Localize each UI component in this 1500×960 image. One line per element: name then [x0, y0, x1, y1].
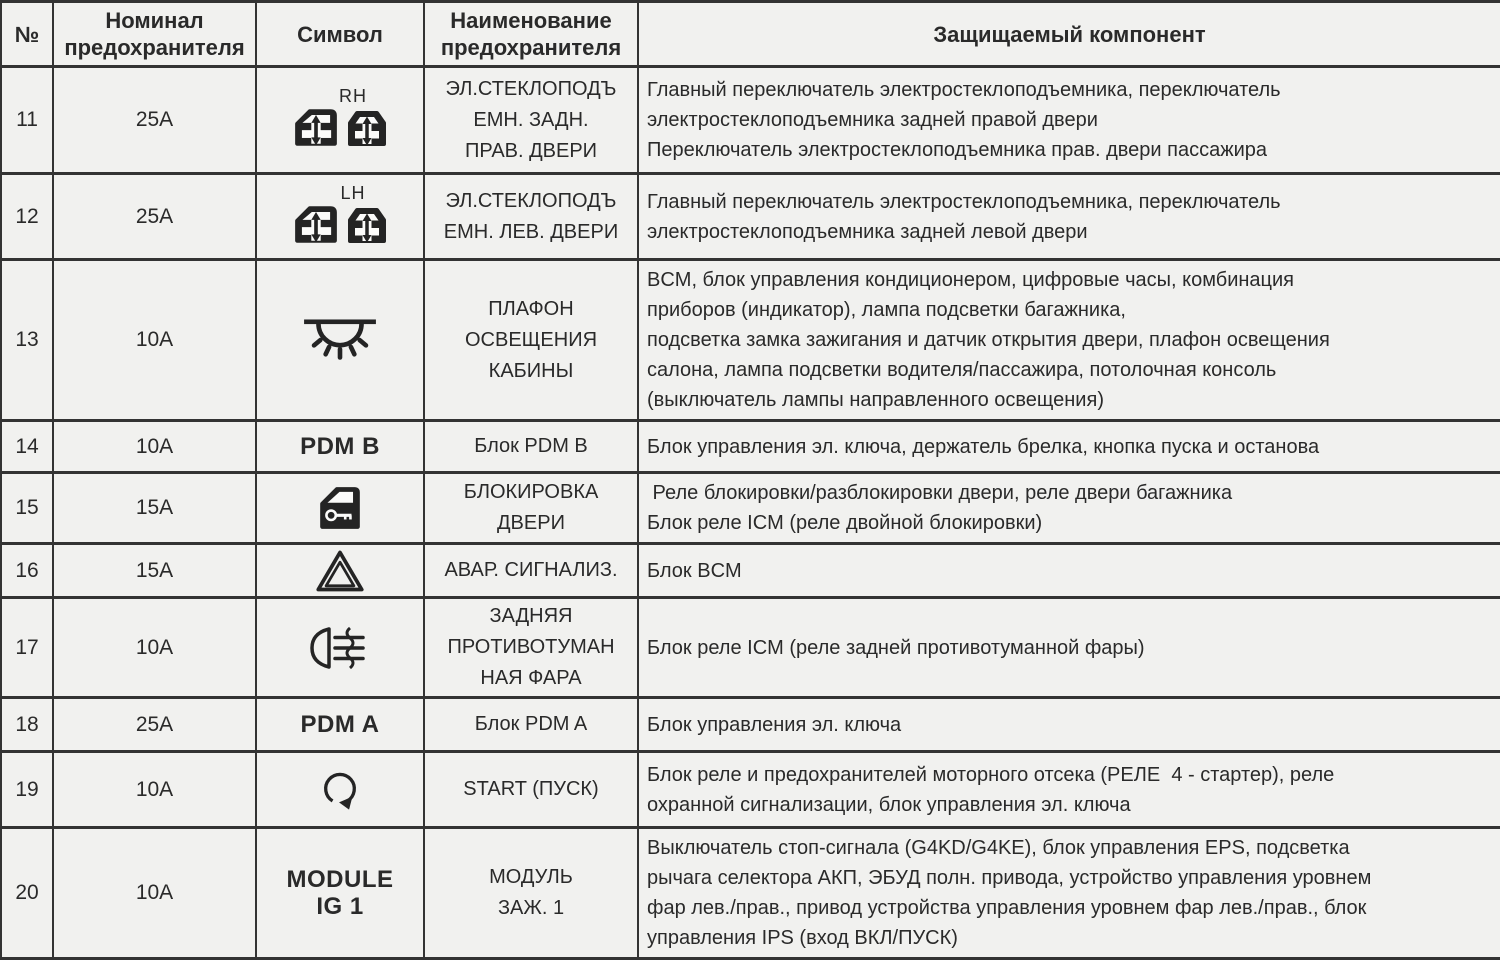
- front-door-window-icon: [292, 203, 340, 245]
- fuse-name: START (ПУСК): [424, 752, 638, 828]
- interior-dome-light-icon: [301, 316, 379, 364]
- fuse-rating: 10A: [53, 260, 256, 421]
- fuse-rating: 10A: [53, 421, 256, 473]
- header-name: Наименование предохранителя: [424, 2, 638, 67]
- fuse-symbol-cell: [256, 67, 424, 174]
- protected-component: Выключатель стоп-сигнала (G4KD/G4KE), блок управления EPS, подсветка рычага селектора АКП, ЭБУД полн. привода, устройство управления уровнем фар лев./прав., привод устройства управления уровнем фар лев./прав., блок управления IPS (вход ВКЛ/ПУСК): [638, 828, 1500, 959]
- header-symbol: Символ: [256, 2, 424, 67]
- table-row: [1, 752, 1500, 828]
- protected-component: Главный переключатель электростеклоподъемника, переключатель электростеклоподъемника задней правой двери Переключатель электростеклоподъемника прав. двери пассажира: [638, 67, 1500, 174]
- table-row: [1, 828, 1500, 959]
- door-lock-icon: [317, 484, 363, 532]
- rear-fog-lamp-icon: [309, 624, 371, 672]
- fuse-name: ЗАДНЯЯ ПРОТИВОТУМАН НАЯ ФАРА: [424, 598, 638, 698]
- fuse-symbol-cell: [256, 544, 424, 598]
- fuse-rating: 25A: [53, 698, 256, 752]
- protected-component: Блок реле и предохранителей моторного отсека (РЕЛЕ 4 - стартер), реле охранной сигнализации, блок управления эл. ключа: [638, 752, 1500, 828]
- hazard-warning-icon: [315, 548, 365, 594]
- symbol-text: PDM B: [300, 433, 380, 460]
- fuse-symbol-cell: [256, 421, 424, 473]
- symbol-text: MODULE: [286, 866, 394, 893]
- header-number: №: [1, 2, 53, 67]
- table-row: [1, 67, 1500, 174]
- fuse-name: ЭЛ.СТЕКЛОПОДЪ ЕМН. ЛЕВ. ДВЕРИ: [424, 174, 638, 260]
- table-row: [1, 473, 1500, 544]
- fuse-symbol-cell: [256, 174, 424, 260]
- protected-component: BCM, блок управления кондиционером, цифровые часы, комбинация приборов (индикатор), лампа подсветки багажника, подсветка замка зажигания и датчик открытия двери, плафон освещения салона, лампа подсветки водителя/пассажира, потолочная консоль (выключатель лампы направленного освещения): [638, 260, 1500, 421]
- fuse-rating: 25A: [53, 67, 256, 174]
- rear-door-window-icon: [345, 205, 389, 245]
- fuse-rating: 15A: [53, 544, 256, 598]
- protected-component: Главный переключатель электростеклоподъемника, переключатель электростеклоподъемника задней левой двери: [638, 174, 1500, 260]
- power-window-rear-right-symbol: [292, 87, 389, 148]
- table-row: [1, 544, 1500, 598]
- symbol-text: IG 1: [316, 893, 364, 920]
- fuse-number: 17: [1, 598, 53, 698]
- fuse-rating: 10A: [53, 828, 256, 959]
- fuse-rating: 25A: [53, 174, 256, 260]
- fuse-number: 20: [1, 828, 53, 959]
- fuse-rating: 10A: [53, 598, 256, 698]
- table-row: [1, 421, 1500, 473]
- fuse-number: 16: [1, 544, 53, 598]
- fuse-rating: 10A: [53, 752, 256, 828]
- fuse-name: БЛОКИРОВКА ДВЕРИ: [424, 473, 638, 544]
- fuse-name: АВАР. СИГНАЛИЗ.: [424, 544, 638, 598]
- fuse-number: 14: [1, 421, 53, 473]
- fuse-name: Блок PDM B: [424, 421, 638, 473]
- power-window-rear-left-symbol: [292, 184, 389, 245]
- protected-component: Реле блокировки/разблокировки двери, реле двери багажника Блок реле ICM (реле двойной блокировки): [638, 473, 1500, 544]
- table-row: [1, 260, 1500, 421]
- fuse-symbol-cell: [256, 752, 424, 828]
- fuse-name: МОДУЛЬ ЗАЖ. 1: [424, 828, 638, 959]
- fuse-number: 18: [1, 698, 53, 752]
- fuse-number: 13: [1, 260, 53, 421]
- symbol-side-label: LH: [340, 182, 366, 203]
- protected-component: Блок управления эл. ключа, держатель брелка, кнопка пуска и останова: [638, 421, 1500, 473]
- fuse-number: 15: [1, 473, 53, 544]
- fuse-name: ЭЛ.СТЕКЛОПОДЪ ЕМН. ЗАДН. ПРАВ. ДВЕРИ: [424, 67, 638, 174]
- table-header-row: [1, 2, 1500, 67]
- header-component: Защищаемый компонент: [638, 2, 1500, 67]
- fuse-number: 11: [1, 67, 53, 174]
- fuse-rating: 15A: [53, 473, 256, 544]
- fuse-number: 19: [1, 752, 53, 828]
- fuse-symbol-cell: [256, 260, 424, 421]
- fuse-name: Блок PDM A: [424, 698, 638, 752]
- fuse-name: ПЛАФОН ОСВЕЩЕНИЯ КАБИНЫ: [424, 260, 638, 421]
- rear-door-window-icon: [345, 108, 389, 148]
- header-rating: Номинал предохранителя: [53, 2, 256, 67]
- table-row: [1, 698, 1500, 752]
- fuse-symbol-cell: [256, 828, 424, 959]
- engine-start-icon: [319, 767, 361, 813]
- protected-component: Блок BCM: [638, 544, 1500, 598]
- table-row: [1, 598, 1500, 698]
- fuse-symbol-cell: [256, 698, 424, 752]
- table-row: [1, 174, 1500, 260]
- fuse-number: 12: [1, 174, 53, 260]
- front-door-window-icon: [292, 106, 340, 148]
- protected-component: Блок реле ICM (реле задней противотуманной фары): [638, 598, 1500, 698]
- symbol-side-label: RH: [339, 86, 367, 106]
- fuse-symbol-cell: [256, 473, 424, 544]
- fuse-symbol-cell: [256, 598, 424, 698]
- protected-component: Блок управления эл. ключа: [638, 698, 1500, 752]
- symbol-text: PDM A: [300, 711, 380, 738]
